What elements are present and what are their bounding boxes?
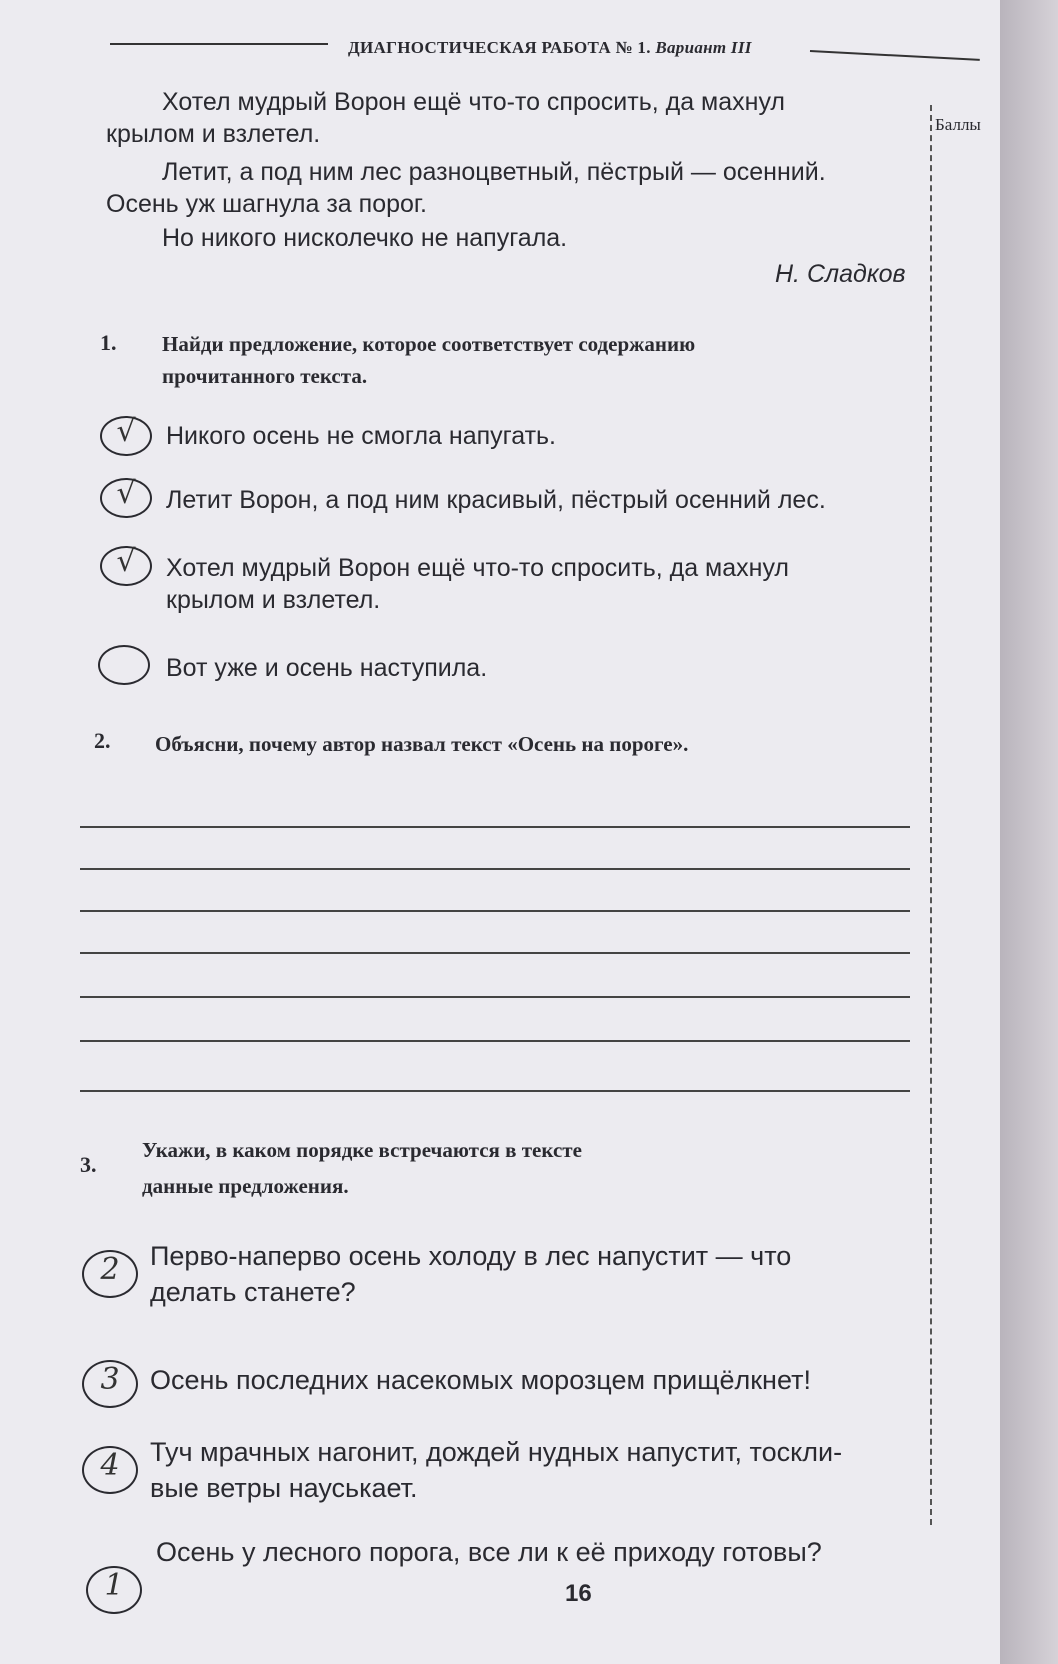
text-line-4: Осень уж шагнула за порог. (106, 190, 427, 218)
q1-option2-circle[interactable] (100, 478, 152, 518)
q1-number: 1. (100, 330, 117, 355)
q3-item3-order: 4 (100, 1448, 120, 1483)
q3-item2-circle[interactable] (82, 1360, 138, 1408)
q1-option3-check: √ (116, 544, 136, 579)
q3-item3-text-line2: вые ветры науськает. (150, 1473, 418, 1503)
q2-answer-line-4[interactable] (80, 952, 910, 954)
header-title (348, 38, 752, 58)
q2-prompt: Объясни, почему автор назвал текст «Осень на пороге». (155, 732, 689, 756)
q3-item1-text-line1: Перво-наперво осень холоду в лес напустит — что (150, 1241, 792, 1271)
q1-option2-text: Летит Ворон, а под ним красивый, пёстрый осенний лес. (166, 486, 826, 514)
score-column (925, 105, 985, 1525)
text-line-3: Летит, а под ним лес разноцветный, пёстрый — осенний. (162, 158, 826, 186)
page-edge-shadow (1000, 0, 1058, 1664)
text-line-1: Хотел мудрый Ворон ещё что-то спросить, да махнул (162, 88, 785, 116)
q1-option1-text: Никого осень не смогла напугать. (166, 422, 556, 450)
q1-option2-check: √ (116, 476, 136, 511)
q3-item3-circle[interactable] (82, 1446, 138, 1494)
q1-prompt-line1: Найди предложение, которое соответствует содержанию (162, 332, 696, 356)
header-rule-right (810, 50, 980, 61)
q2-answer-line-1[interactable] (80, 826, 910, 828)
q3-item4-order: 1 (104, 1568, 124, 1603)
header-work-title: ДИАГНОСТИЧЕСКАЯ РАБОТА № 1. (348, 38, 651, 57)
q3-item1-order: 2 (100, 1252, 120, 1287)
score-column-divider (930, 105, 932, 1525)
text-line-5: Но никого нисколечко не напугала. (162, 224, 568, 252)
q3-item2-order: 3 (100, 1362, 120, 1397)
page-header (110, 38, 980, 68)
q2-answer-line-7[interactable] (80, 1090, 910, 1092)
page-number: 16 (565, 1580, 592, 1607)
q1-option4-circle[interactable] (98, 645, 150, 685)
q3-item3-text-line1: Туч мрачных нагонит, дождей нудных напустит, тоскли- (150, 1437, 843, 1467)
q1-option1-circle[interactable] (100, 416, 152, 456)
q3-item2-text: Осень последних насекомых морозцем прищёлкнет! (150, 1365, 811, 1395)
text-line-2: крылом и взлетел. (106, 120, 321, 148)
q3-item1-circle[interactable] (82, 1250, 138, 1298)
q3-item1-text-line2: делать станете? (150, 1277, 356, 1307)
q3-item4-circle[interactable] (86, 1566, 142, 1614)
q3-item4-text: Осень у лесного порога, все ли к её приходу готовы? (156, 1537, 822, 1567)
q1-option1-check: √ (116, 414, 136, 449)
q1-option3-circle[interactable] (100, 546, 152, 586)
q1-prompt-line2: прочитанного текста. (162, 364, 368, 388)
q2-answer-line-2[interactable] (80, 868, 910, 870)
q2-answer-line-6[interactable] (80, 1040, 910, 1042)
q3-number: 3. (80, 1152, 97, 1177)
q1-option3-text-line2: крылом и взлетел. (166, 586, 381, 614)
q2-answer-line-5[interactable] (80, 996, 910, 998)
text-author: Н. Сладков (775, 260, 906, 288)
header-variant: Вариант III (655, 38, 752, 57)
q3-prompt-line1: Укажи, в каком порядке встречаются в тексте (142, 1138, 582, 1162)
header-rule-left (110, 43, 328, 45)
q2-answer-line-3[interactable] (80, 910, 910, 912)
score-column-label: Баллы (935, 115, 981, 134)
q2-number: 2. (94, 728, 111, 753)
q1-option3-text-line1: Хотел мудрый Ворон ещё что-то спросить, да махнул (166, 554, 789, 582)
q1-option4-text: Вот уже и осень наступила. (166, 654, 488, 682)
q3-prompt-line2: данные предложения. (142, 1174, 349, 1198)
